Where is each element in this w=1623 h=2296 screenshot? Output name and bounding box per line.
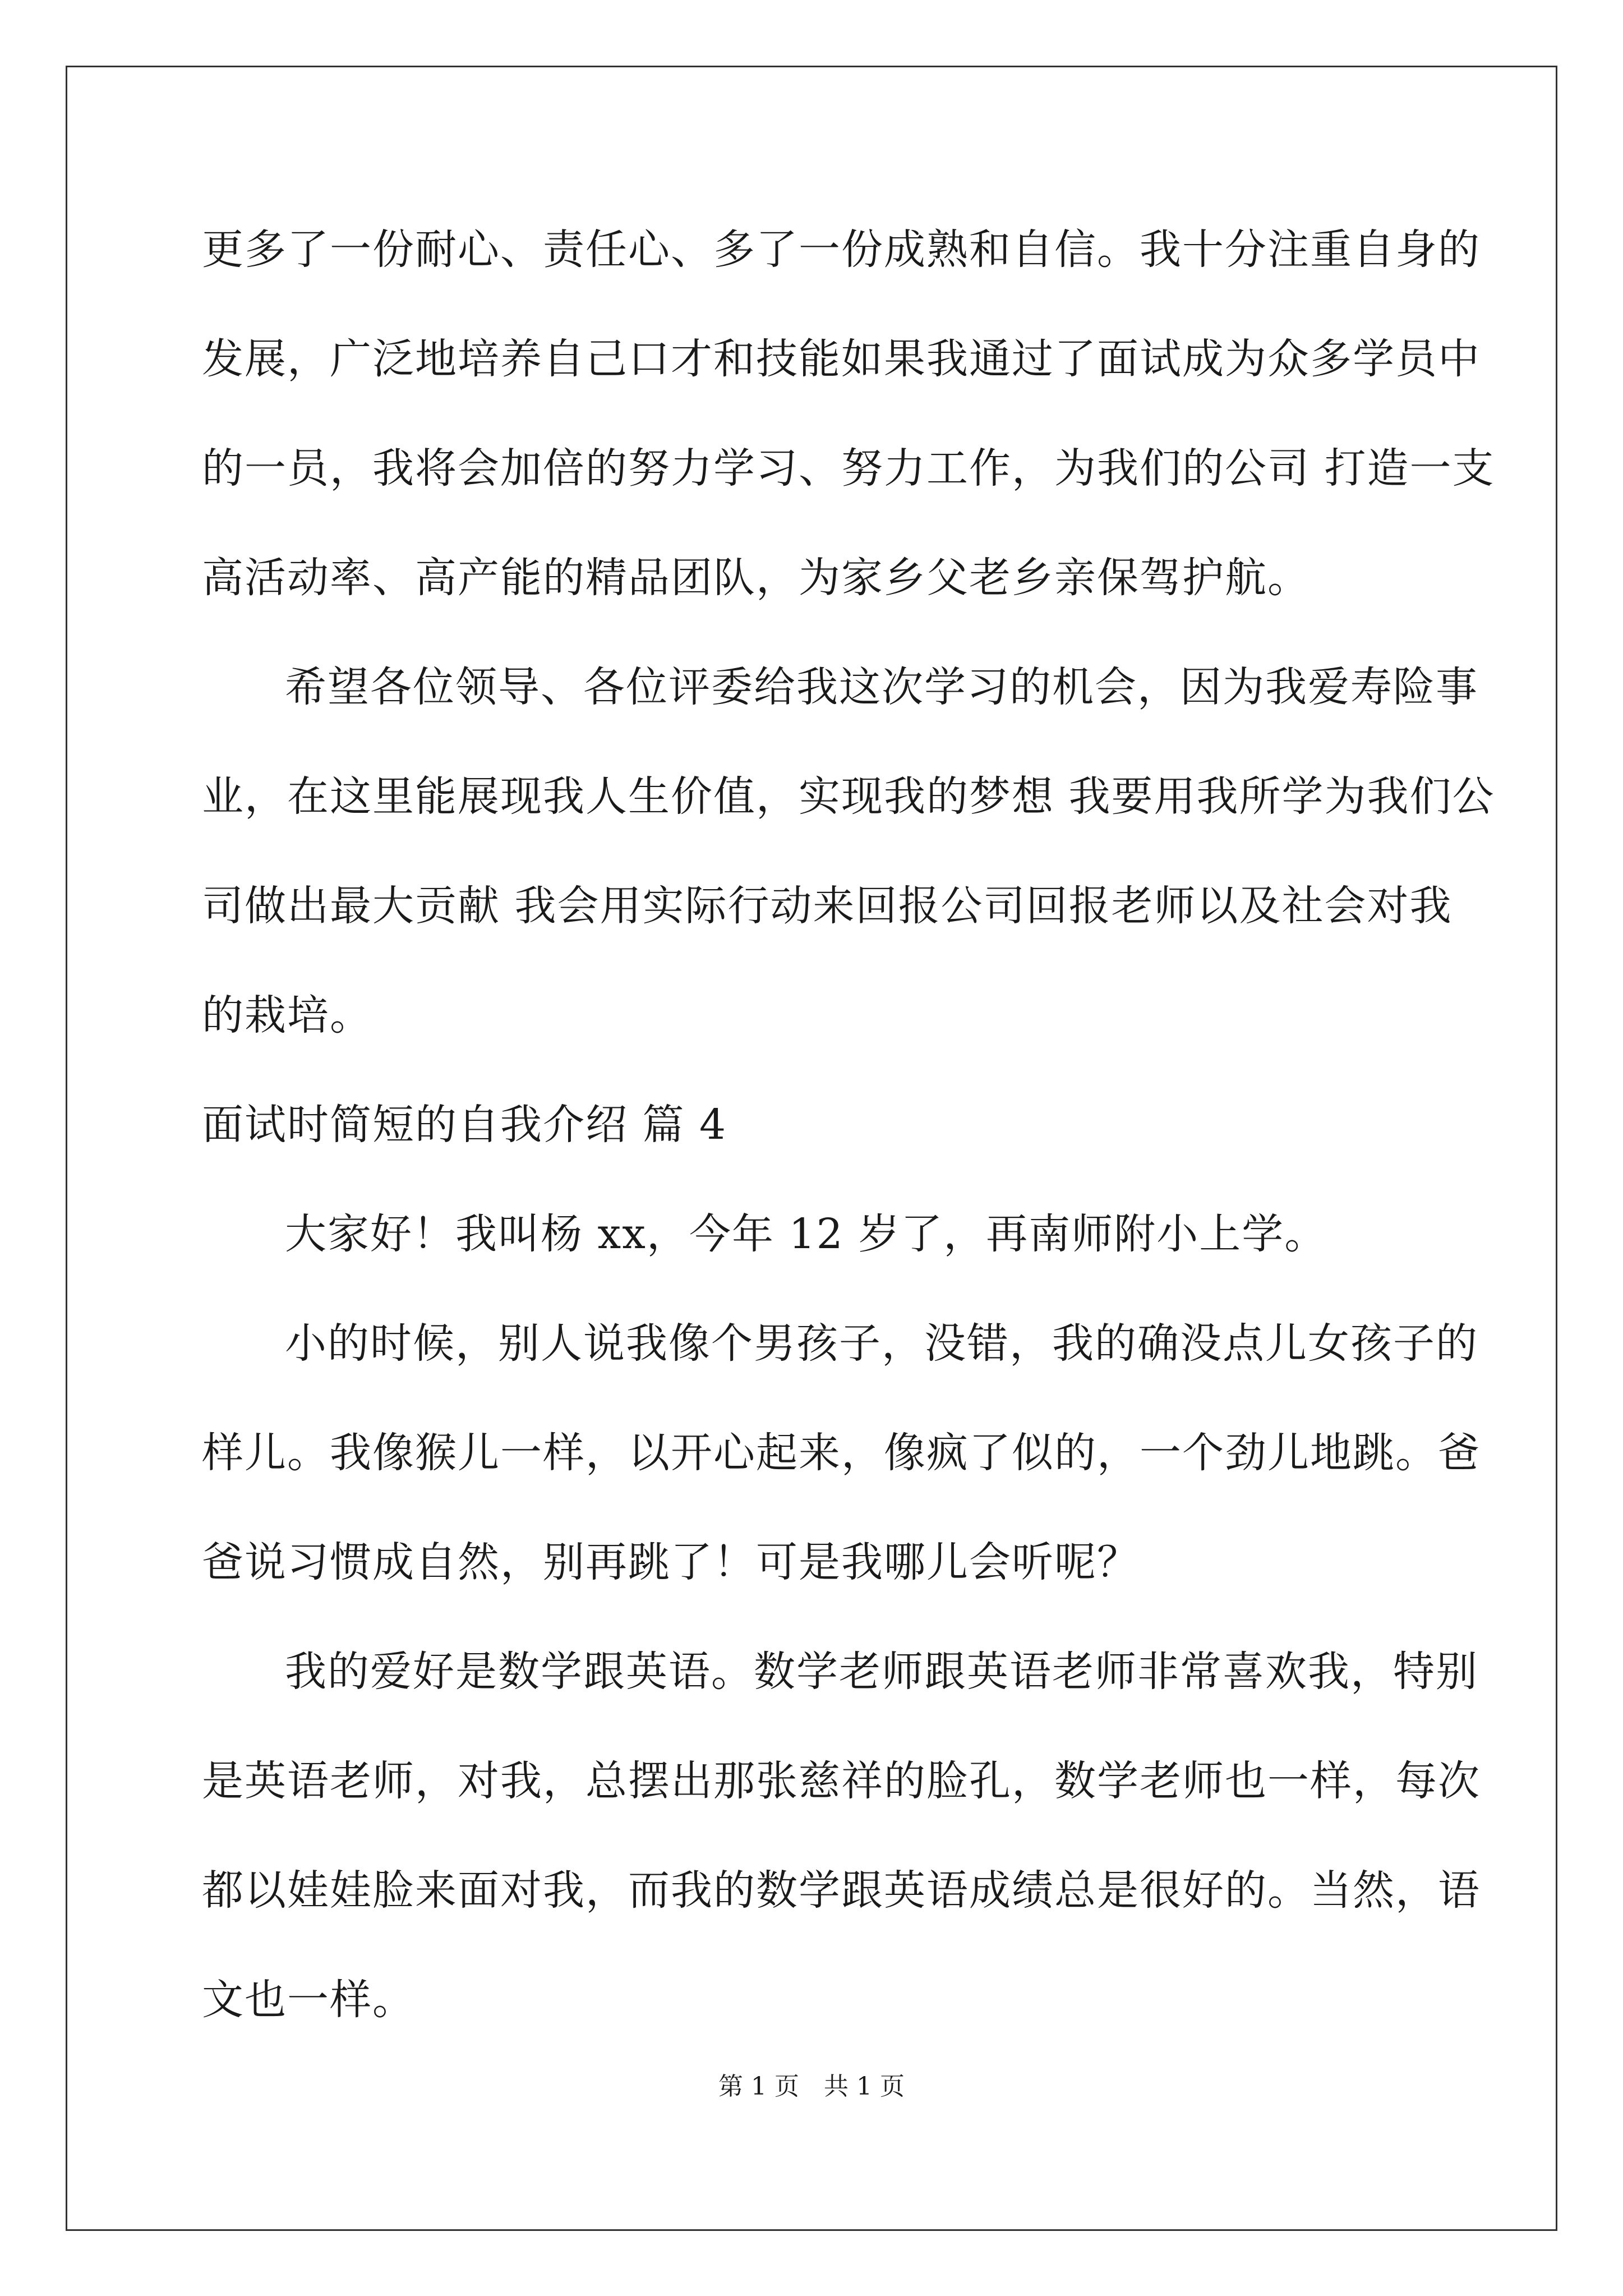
text-line: 文也一样。 <box>202 1976 415 2024</box>
text-line: 更多了一份耐心、责任心、多了一份成熟和自信。我十分注重自身的 <box>202 226 1481 274</box>
text-line: 我的爱好是数学跟英语。数学老师跟英语老师非常喜欢我，特别 <box>285 1648 1478 1696</box>
section-heading: 面试时简短的自我介绍 篇 4 <box>202 1101 727 1149</box>
text-line: 发展，广泛地培养自己口才和技能如果我通过了面试成为众多学员中 <box>202 335 1481 383</box>
text-line: 小的时候，别人说我像个男孩子，没错，我的确没点儿女孩子的 <box>285 1319 1478 1368</box>
text-line: 大家好！我叫杨 xx，今年 12 岁了，再南师附小上学。 <box>285 1210 1327 1258</box>
text-line: 司做出最大贡献 我会用实际行动来回报公司回报老师以及社会对我 <box>202 882 1453 930</box>
text-line: 是英语老师，对我，总摆出那张慈祥的脸孔，数学老师也一样，每次 <box>202 1757 1481 1805</box>
text-line: 爸说习惯成自然，别再跳了！可是我哪儿会听呢？ <box>202 1538 1140 1586</box>
text-line: 的栽培。 <box>202 991 372 1039</box>
page-number-footer: 第 1 页 共 1 页 <box>718 2072 905 2101</box>
text-line: 的一员，我将会加倍的努力学习、努力工作，为我们的公司 打造一支 <box>202 444 1495 493</box>
text-line: 样儿。我像猴儿一样，以开心起来，像疯了似的，一个劲儿地跳。爸 <box>202 1429 1481 1477</box>
text-line: 都以娃娃脸来面对我，而我的数学跟英语成绩总是很好的。当然，语 <box>202 1866 1481 1915</box>
text-line: 希望各位领导、各位评委给我这次学习的机会，因为我爱寿险事 <box>285 663 1478 711</box>
text-line: 高活动率、高产能的精品团队，为家乡父老乡亲保驾护航。 <box>202 554 1310 602</box>
text-line: 业，在这里能展现我人生价值，实现我的梦想 我要用我所学为我们公 <box>202 772 1495 821</box>
